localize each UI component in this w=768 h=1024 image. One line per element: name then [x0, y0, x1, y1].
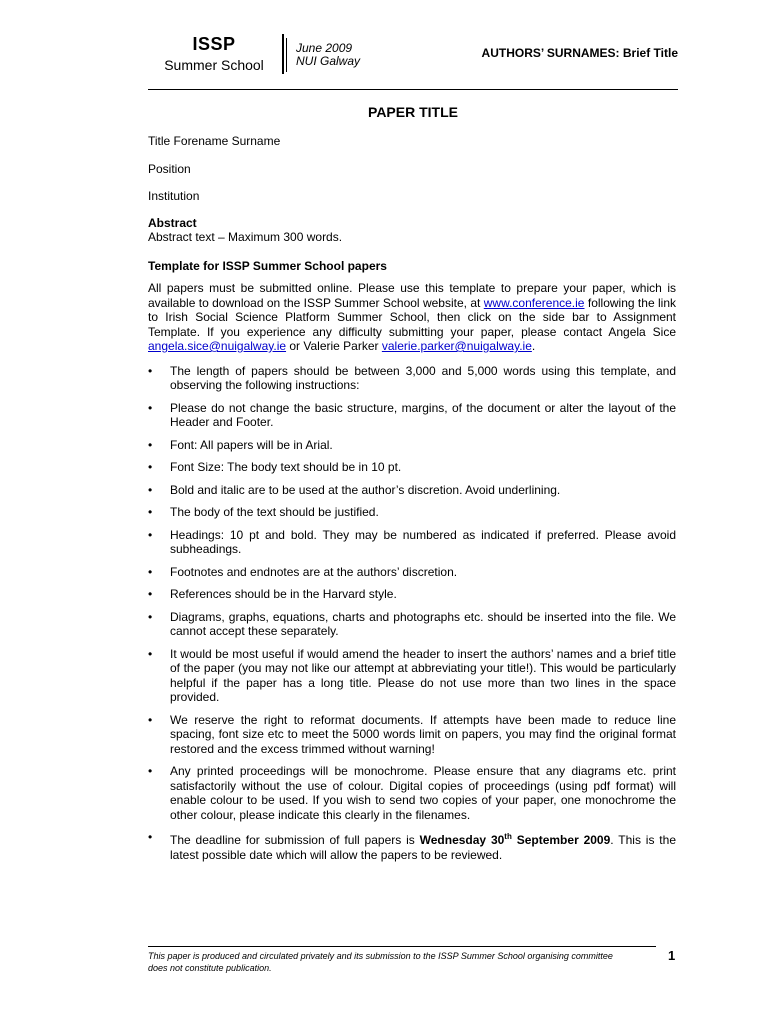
list-item	[148, 565, 676, 580]
bullet-icon: •	[148, 830, 153, 844]
list-item-text: Diagrams, graphs, equations, charts and photographs etc. should be inserted into the file. We cannot accept these separately.	[170, 609, 676, 638]
list-item	[148, 460, 676, 475]
template-heading: Template for ISSP Summer School papers	[148, 258, 387, 273]
list-item-text: References should be in the Harvard style.	[170, 587, 397, 601]
footer-rule	[148, 946, 656, 947]
header-divider-thick	[282, 34, 284, 74]
bullet-icon: •	[148, 646, 153, 661]
bullet-icon: •	[148, 400, 153, 415]
intro-text-1: All papers must be submitted online. Please use this template to prepare your paper, which is available to download on the ISSP Summer School website, at	[148, 281, 676, 310]
header-date: June 2009	[296, 41, 353, 55]
list-item-text: Bold and italic are to be used at the author’s discretion. Avoid underlining.	[170, 482, 561, 497]
intro-text-3: or Valerie Parker	[286, 339, 382, 353]
document-body	[148, 134, 676, 870]
bullet-icon: •	[148, 505, 153, 519]
list-item-text: Font Size: The body text should be in 10 pt.	[170, 460, 402, 474]
list-item	[148, 401, 676, 430]
list-item	[148, 713, 676, 757]
list-item	[148, 610, 676, 639]
deadline-text	[170, 833, 676, 862]
list-item-text: Font: All papers will be in Arial.	[170, 437, 333, 452]
list-item-deadline	[148, 830, 676, 862]
list-item-text: Headings: 10 pt and bold. They may be numbered as indicated if preferred. Please avoid subheadings.	[170, 527, 676, 556]
list-item-text: Please do not change the basic structure, margins, of the document or alter the layout of the Header and Footer.	[170, 400, 676, 429]
list-item-text: The body of the text should be justified.	[170, 505, 379, 519]
header-running-title: AUTHORS’ SURNAMES: Brief Title	[481, 46, 678, 60]
email-link-valerie[interactable]: valerie.parker@nuigalway.ie	[381, 339, 532, 353]
list-item-text: The length of papers should be between 3,000 and 5,000 words using this template, and observing the following instructions:	[170, 363, 676, 392]
deadline-date-suffix: th	[504, 832, 512, 841]
bullet-icon: •	[148, 587, 153, 601]
intro-text-2: following the link to Irish Social Science Platform Summer School, then click on the side bar to Assignment Template. If you experience any difficulty submitting your paper, please contact Angela Sice	[148, 295, 677, 339]
logo-subtitle: Summer School	[164, 57, 264, 73]
page-number: 1	[668, 948, 676, 963]
abstract-heading: Abstract	[148, 215, 197, 230]
list-item-text: We reserve the right to reformat documents. If attempts have been made to reduce line spacing, font size etc to meet the 5000 words limit on papers, you may find the original format restored and the excess trimmed without warning!	[170, 712, 676, 756]
author-position: Position	[148, 161, 191, 176]
list-item	[148, 587, 676, 602]
paper-title: PAPER TITLE	[368, 104, 458, 120]
intro-text-4: .	[531, 339, 536, 353]
logo-title: ISSP	[192, 34, 236, 54]
deadline-date-month: September 2009	[511, 833, 611, 847]
header-place: NUI Galway	[296, 54, 361, 68]
header-divider-thin	[286, 38, 287, 72]
header-rule	[148, 89, 678, 90]
list-item	[148, 647, 676, 705]
bullet-icon: •	[148, 564, 153, 579]
footer-disclaimer: This paper is produced and circulated privately and its submission to the ISSP Summer School organising committee does not constitute publication.	[148, 951, 613, 973]
list-item-text: Any printed proceedings will be monochrome. Please ensure that any diagrams etc. print satisfactorily without the use of colour. Digital copies of proceedings (using pdf format) will enable colour to be used. If you wish to send two copies of your paper, one monochrome the other colour, please indicate this clearly in the filenames.	[170, 764, 676, 822]
list-item	[148, 438, 676, 453]
bullet-icon: •	[148, 712, 153, 727]
list-item	[148, 505, 676, 520]
list-item-text: Footnotes and endnotes are at the authors’ discretion.	[170, 564, 458, 579]
template-intro	[148, 281, 676, 354]
bullet-icon: •	[148, 527, 153, 542]
list-item-text: It would be most useful if would amend the header to insert the authors’ names and a brief title of the paper (you may not like our attempt at abbreviating your title!). This would be particularly helpful if the paper has a long title. Please do not use more than two lines in the space provided.	[170, 646, 676, 704]
deadline-text-2: . This is the latest possible date which will allow the papers to be reviewed.	[170, 833, 676, 862]
bullet-icon: •	[148, 460, 153, 474]
bullet-icon: •	[148, 764, 153, 778]
list-item	[148, 764, 676, 822]
list-item	[148, 364, 676, 393]
bullet-icon: •	[148, 609, 153, 624]
author-name: Title Forename Surname	[148, 134, 281, 148]
bullet-icon: •	[148, 363, 153, 378]
bullet-icon: •	[148, 482, 153, 497]
list-item	[148, 528, 676, 557]
deadline-date-day: Wednesday 30	[419, 833, 505, 847]
deadline-text-1: The deadline for submission of full papers is	[170, 833, 420, 847]
bullet-icon: •	[148, 437, 153, 452]
author-institution: Institution	[148, 189, 200, 203]
header-logo	[150, 34, 278, 74]
email-link-angela[interactable]: angela.sice@nuigalway.ie	[148, 339, 287, 353]
instruction-list	[148, 364, 676, 863]
conference-link[interactable]: www.conference.ie	[483, 295, 585, 310]
header-date-block	[296, 42, 360, 68]
list-item	[148, 483, 676, 498]
abstract-text: Abstract text – Maximum 300 words.	[148, 230, 343, 244]
